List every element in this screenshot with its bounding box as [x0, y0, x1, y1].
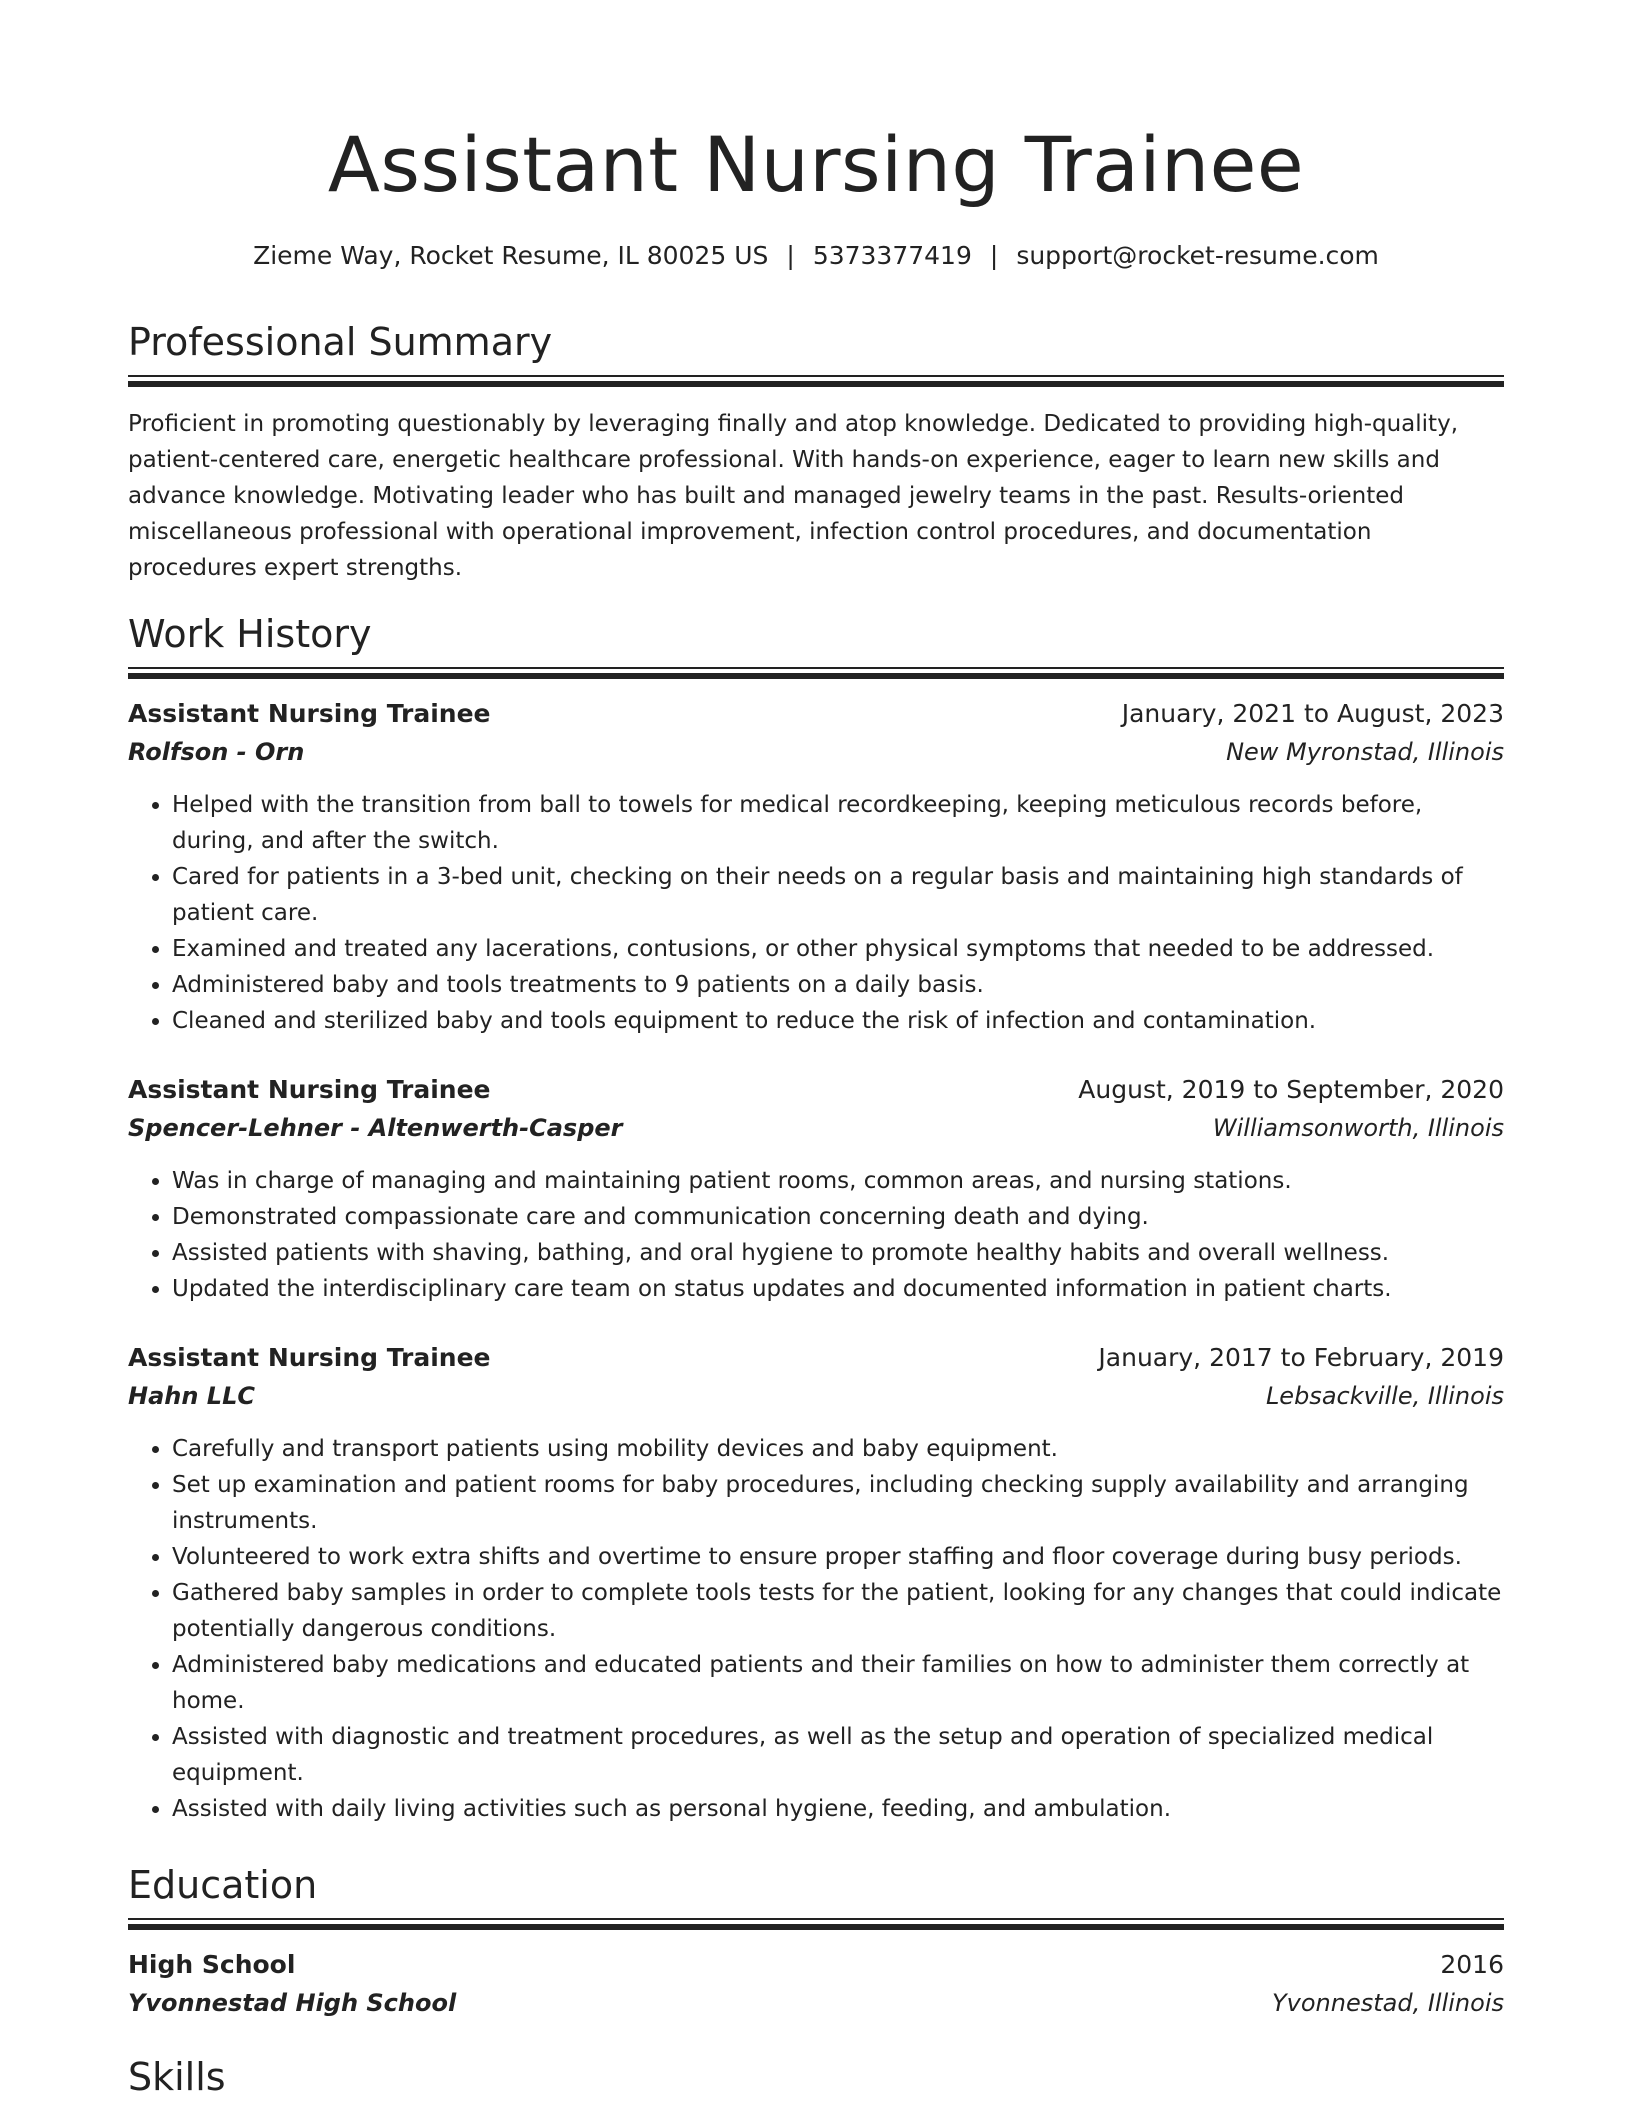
section-rule-thin: [128, 1918, 1504, 1920]
contact-address: Zieme Way, Rocket Resume, IL 80025 US: [253, 241, 769, 270]
job-company: Rolfson - Orn: [128, 738, 305, 766]
education-location: Yvonnestad, Illinois: [1272, 1989, 1504, 2017]
job-bullet: • Volunteered to work extra shifts and overtime to ensure proper staffing and floor coverage during busy periods.: [172, 1539, 1504, 1575]
job-bullet: • Cleaned and sterilized baby and tools equipment to reduce the risk of infection and contamination.: [172, 1003, 1504, 1039]
education-year: 2016: [1440, 1950, 1504, 1979]
job-dates: January, 2021 to August, 2023: [1121, 699, 1504, 728]
job-bullet: • Administered baby and tools treatments to 9 patients on a daily basis.: [172, 967, 1504, 1003]
job-location: New Myronstad, Illinois: [1226, 738, 1504, 766]
job-bullets: [128, 1163, 1504, 1307]
job-dates: August, 2019 to September, 2020: [1078, 1075, 1504, 1104]
summary-heading: Professional Summary: [128, 320, 553, 364]
job-bullet: • Set up examination and patient rooms for baby procedures, including checking supply availability and arranging instruments.: [172, 1467, 1504, 1539]
job-bullet: • Was in charge of managing and maintaining patient rooms, common areas, and nursing stations.: [172, 1163, 1504, 1199]
job-bullet: • Cared for patients in a 3-bed unit, checking on their needs on a regular basis and maintaining high standards of patient care.: [172, 859, 1504, 931]
contact-line: [0, 238, 1632, 274]
job-bullet: • Examined and treated any lacerations, contusions, or other physical symptoms that needed to be addressed.: [172, 931, 1504, 967]
job-location: Lebsackville, Illinois: [1265, 1382, 1504, 1410]
job-title: Assistant Nursing Trainee: [128, 699, 491, 728]
skills-heading: Skills: [128, 2055, 226, 2099]
job-bullet: • Assisted with diagnostic and treatment procedures, as well as the setup and operation of specialized medical equipment.: [172, 1719, 1504, 1791]
contact-separator: |: [989, 241, 999, 270]
job-company: Hahn LLC: [128, 1382, 256, 1410]
job-entry: [128, 695, 1504, 1039]
job-bullet: • Gathered baby samples in order to complete tools tests for the patient, looking for any changes that could indicate potentially dangerous conditions.: [172, 1575, 1504, 1647]
contact-phone: 5373377419: [812, 241, 972, 270]
education-heading: Education: [128, 1863, 318, 1907]
job-location: Williamsonworth, Illinois: [1212, 1114, 1504, 1142]
job-bullet: • Demonstrated compassionate care and communication concerning death and dying.: [172, 1199, 1504, 1235]
work-history-heading: Work History: [128, 612, 372, 656]
contact-email: support@rocket-resume.com: [1016, 241, 1379, 270]
job-entry: [128, 1071, 1504, 1307]
job-entry: [128, 1339, 1504, 1827]
job-bullet: • Assisted patients with shaving, bathing, and oral hygiene to promote healthy habits and overall wellness.: [172, 1235, 1504, 1271]
summary-text: Proficient in promoting questionably by leveraging finally and atop knowledge. Dedicated to providing high-quality, patient-centered care, energetic healthcare professional. With hands-on experience, eager to learn new skills and advance knowledge. Motivating leader who has built and managed jewelry teams in the past. Results-oriented miscellaneous professional with operational improvement, infection control procedures, and documentation procedures expert strengths.: [128, 411, 1459, 581]
section-rule-thin: [128, 667, 1504, 669]
section-rule-thick: [128, 381, 1504, 387]
education-degree: High School: [128, 1950, 296, 1979]
job-title: Assistant Nursing Trainee: [128, 1343, 491, 1372]
job-bullets: [128, 787, 1504, 1039]
job-title: Assistant Nursing Trainee: [128, 1075, 491, 1104]
contact-separator: |: [786, 241, 795, 270]
education-entry: [128, 1946, 1504, 2022]
job-bullet: • Carefully and transport patients using mobility devices and baby equipment.: [172, 1431, 1504, 1467]
section-rule-thick: [128, 1924, 1504, 1930]
education-school: Yvonnestad High School: [128, 1989, 457, 2017]
job-bullet: • Assisted with daily living activities such as personal hygiene, feeding, and ambulation.: [172, 1791, 1504, 1827]
section-rule-thick: [128, 673, 1504, 679]
job-company: Spencer-Lehner - Altenwerth-Casper: [128, 1114, 623, 1142]
job-bullet: • Updated the interdisciplinary care team on status updates and documented information in patient charts.: [172, 1271, 1504, 1307]
section-rule-thin: [128, 375, 1504, 377]
candidate-name: Assistant Nursing Trainee: [327, 120, 1305, 209]
job-bullets: [128, 1431, 1504, 1827]
job-dates: January, 2017 to February, 2019: [1098, 1343, 1504, 1372]
job-bullet: • Helped with the transition from ball to towels for medical recordkeeping, keeping meticulous records before, during, and after the switch.: [172, 787, 1504, 859]
job-bullet: • Administered baby medications and educated patients and their families on how to administer them correctly at home.: [172, 1647, 1504, 1719]
